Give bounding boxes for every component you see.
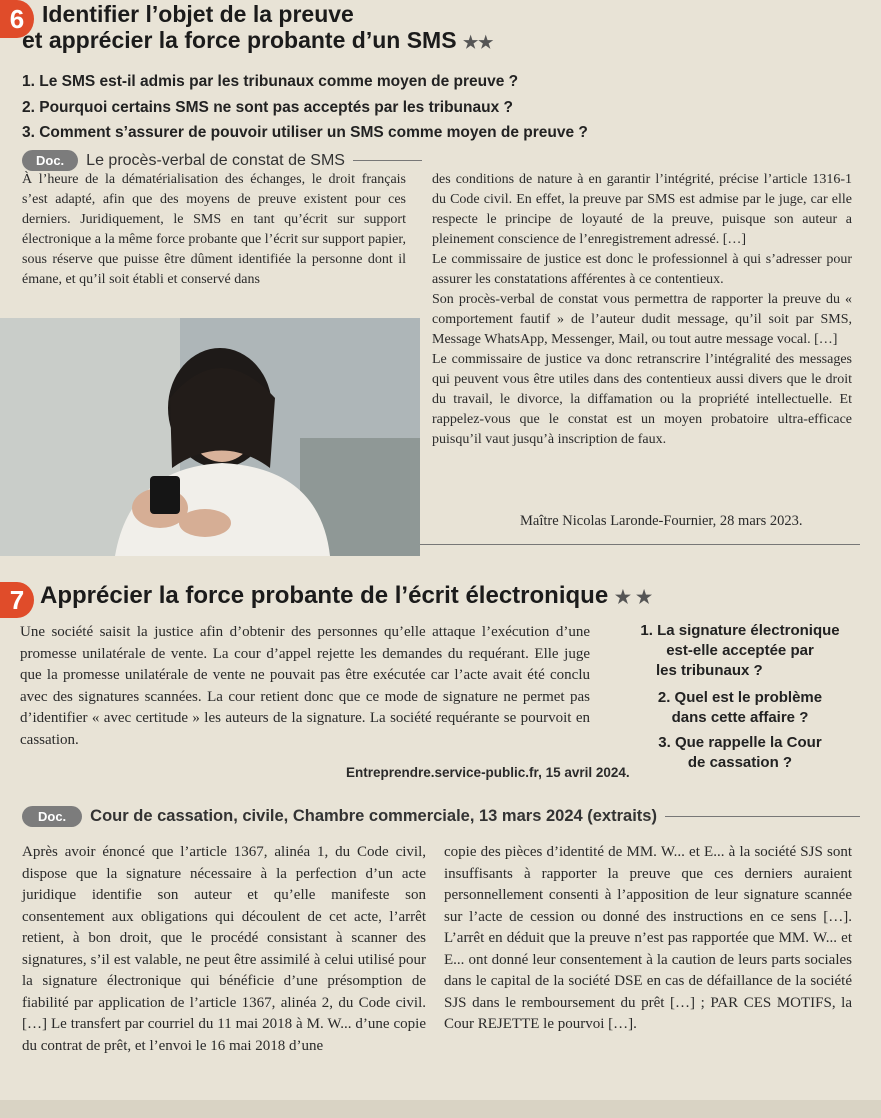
- section-7-title: Apprécier la force probante de l’écrit électronique: [40, 582, 609, 609]
- section-6-number: 6: [0, 0, 34, 38]
- section-6-question-3: 3. Comment s’assurer de pouvoir utiliser un SMS comme moyen de preuve ?: [22, 124, 588, 141]
- section-7-left-text: Après avoir énoncé que l’article 1367, alinéa 1, du Code civil, dispose que la signature nécessaire à la perfection d’un acte juridique identifie son auteur et qu’elle manifeste son consentement aux obligations qui découlent de cet acte, l’arrêt retient, à bon droit, que le procédé consistant à scanner des signatures, s’il est valable, ne peut être assimilé à celui utilisé pour la signature électronique qui bénéficie d’une présomption de fiabilité par application de l’article 1367, alinéa 2, du Code civil. […] Le transfert par courriel du 11 mai 2018 à M. W... d’une copie du contrat de prêt, et l’envoi le 16 mai 2018 d’une: [22, 844, 426, 1054]
- section-6-doc-title: Le procès-verbal de constat de SMS: [86, 151, 345, 169]
- section-7-question-2: 2. Quel est le problème dans cette affaire ?: [657, 689, 823, 726]
- page-bottom-edge: [0, 1100, 881, 1118]
- section-6-question-1: 1. Le SMS est-il admis par les tribunaux comme moyen de preuve ?: [22, 73, 519, 90]
- section-6-question-2: 2. Pourquoi certains SMS ne sont pas acceptés par les tribunaux ?: [22, 99, 513, 116]
- section-7-stars: ★ ★: [614, 587, 653, 607]
- section-7-question-3: 3. Que rappelle la Cour de cassation ?: [658, 734, 822, 771]
- section-6-title-line2: [22, 27, 493, 54]
- section-7-doc-rule: [665, 816, 860, 817]
- section-7-title-row: [40, 582, 652, 610]
- section-7-number: 7: [0, 582, 34, 618]
- section-7-question-1: 1. La signature électronique est-elle acceptée par les tribunaux ?: [640, 622, 840, 679]
- section-6-signature: Maître Nicolas Laronde-Fournier, 28 mars 2023.: [520, 513, 803, 529]
- section-6-doc-header: [22, 150, 422, 171]
- section-7-doc-header: [22, 806, 860, 827]
- section-6-doc-rule: [353, 160, 422, 161]
- woman-reading-phone-photo: [0, 318, 420, 556]
- section-7-source: Entreprendre.service-public.fr, 15 avril 2024.: [346, 765, 630, 780]
- section-6-title-text: et apprécier la force probante d’un SMS: [22, 27, 457, 53]
- section-6-stars: ★★: [462, 33, 494, 52]
- section-7-doc-title: Cour de cassation, civile, Chambre commerciale, 13 mars 2024 (extraits): [90, 807, 657, 825]
- section-7-doc-label: Doc.: [22, 806, 82, 827]
- section-7-intro: Une société saisit la justice afin d’obtenir des personnes qu’elle attaque l’exécution d’une promesse unilatérale de vente. La cour d’appel rejette les demandes du requérant. Elle juge que la promesse unilatérale de vente ne pouvait pas être exécutée car l’acte avait été conclu avec des signatures scannées. La cour retient donc que ce mode de signature ne permet pas d’identifier « avec certitude » les auteurs de la signature. La société requérante se pourvoit en cassation.: [20, 624, 590, 748]
- section-6-left-text: À l’heure de la dématérialisation des échanges, le droit français s’est adapté, afin que des moyens de preuve existent pour ces derniers. Juridiquement, le SMS en tant qu’écrit sur support électronique a la même force probante que l’écrit sur support papier, sous réserve que puisse être dûment identifiée la personne dont il émane, et qu’il soit établi et conservé dans: [22, 172, 406, 287]
- section-6-doc-label: Doc.: [22, 150, 78, 171]
- section-6-bottom-rule: [410, 544, 860, 545]
- photo-illustration: [0, 318, 420, 556]
- section-7-right-text: copie des pièces d’identité de MM. W... et E... à la société SJS sont insuffisants à rapporter la preuve que ces derniers auraient personnellement consenti à l’apposition de leur signature scannée sur l’acte de cession ou donné des instructions en ce sens […]. L’arrêt en déduit que la preuve n’est pas rapportée que MM. W... et E... ont donné leur consentement à la caution de leurs parts sociales dans le capital de la société DSE en cas de défaillance de la société SJS dans le remboursement du prêt […] ; PAR CES MOTIFS, la Cour REJETTE le pourvoi […].: [444, 844, 852, 1032]
- section-6-right-text: des conditions de nature à en garantir l’intégrité, précise l’article 1316-1 du Code civil. En effet, la preuve par SMS est admise par le juge, car elle respecte le principe de loyauté de la preuve, puisque son auteur a pleinement conscience de l’enregistrement adressé. […] Le commissaire de justice est donc le professionnel à qui s’adresser pour assurer les constatations afférentes à ce contentieux. Son procès-verbal de constat vous permettra de rapporter la preuve du « comportement fautif » de l’auteur dudit message, qu’il soit par SMS, Message WhatsApp, Messenger, Mail, ou tout autre message vocal. […] Le commissaire de justice va donc retranscrire l’intégralité des messages qui peuvent vous être utiles dans des contentieux aussi divers que le droit du travail, le divorce, la diffamation ou la propriété intellectuelle. Et rappelez-vous que le constat est un moyen probatoire ultra-efficace puisqu’il vaut jusqu’à inscription de faux.: [432, 172, 852, 447]
- section-6-title-line1: Identifier l’objet de la preuve: [42, 1, 354, 27]
